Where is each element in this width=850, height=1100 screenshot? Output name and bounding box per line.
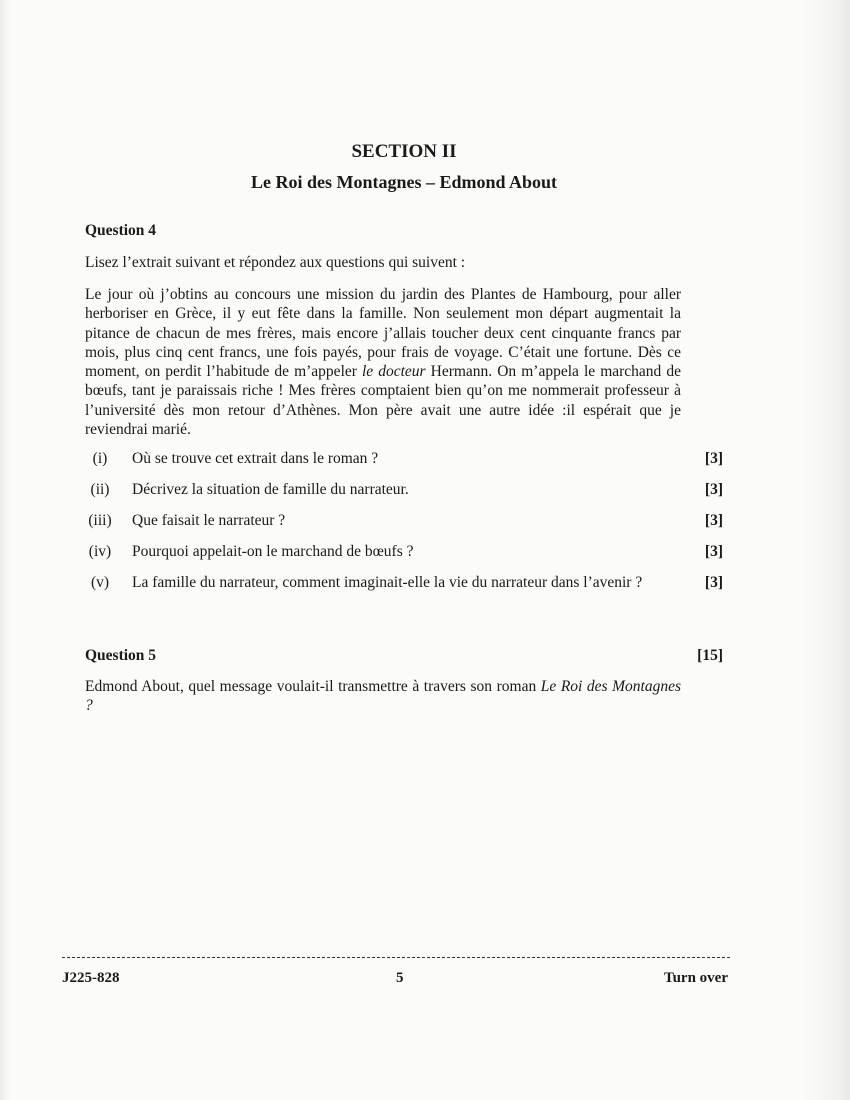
scan-shadow-left [0,0,10,1100]
subquestion-text: Que faisait le narrateur ? [132,512,286,529]
subquestion-text: Où se trouve cet extrait dans le roman ? [132,450,379,467]
question-4-instruction: Lisez l’extrait suivant et répondez aux questions qui suivent : [85,254,466,271]
subquestion-marks: [3] [704,450,723,467]
subquestion [85,543,723,574]
question-4-heading: Question 4 [85,222,157,239]
subquestion-marks: [3] [704,574,723,591]
subquestion-number: (i) [92,450,108,467]
subquestion [85,512,723,543]
subquestion-marks: [3] [704,512,723,529]
question-5-heading: Question 5 [85,647,157,664]
subquestion-number: (iv) [88,543,112,560]
subquestion-marks: [3] [704,543,723,560]
subquestion-text: Pourquoi appelait-on le marchand de bœufs ? [132,543,414,560]
subquestion [85,574,723,605]
passage-text-part1: Le jour où j’obtins au concours une mission du jardin des Plantes de Hambourg, pour aller herboriser en Grèce, il y eut fête dans la famille. Non seulement mon départ augmentait la pitance de chacun de mes frères, mais encore j’allais toucher deux cent cinquante francs par mois, plus cinq cent francs, une fois payés, pour frais de voyage. C’était une fortune. Dès ce moment, on perdit l’habitude de m’appeler [85,286,681,381]
turn-over-label: Turn over [663,970,728,986]
question-5-text-part1: Edmond About, quel message voulait-il transmettre à travers son roman [85,678,541,695]
paper-code: J225-828 [62,970,120,986]
section-title: SECTION II [351,141,457,162]
subquestion-number: (iii) [88,512,112,529]
passage-italic-text: le docteur [361,363,426,381]
page-number: 5 [396,970,404,986]
question-5-marks: [15] [697,647,723,664]
subquestion-number: (v) [90,574,110,591]
subquestion-text: Décrivez la situation de famille du narrateur. [132,481,409,498]
subquestion-text: La famille du narrateur, comment imaginait-elle la vie du narrateur dans l’avenir ? [132,574,643,591]
question-5-text [85,677,681,715]
footer-divider [62,957,730,958]
passage-text-part2: Hermann. On m’appela le marchand de bœufs, tant je paraissais riche ! Mes frères comptaient bien qu’on me nommerait professeur à l’université dès mon retour d’Athènes. Mon père avait une autre idée :il espérait que je reviendrai marié. [85,363,681,439]
question-4-subquestions [85,450,723,605]
scan-shadow-right [802,0,850,1100]
subquestion [85,450,723,481]
extract-passage [85,285,681,439]
subquestion-marks: [3] [704,481,723,498]
book-title: Le Roi des Montagnes – Edmond About [250,172,558,192]
subquestion-number: (ii) [90,481,110,498]
subquestion [85,481,723,512]
question-5-novel-title: Le Roi des Montagnes ? [85,678,681,714]
